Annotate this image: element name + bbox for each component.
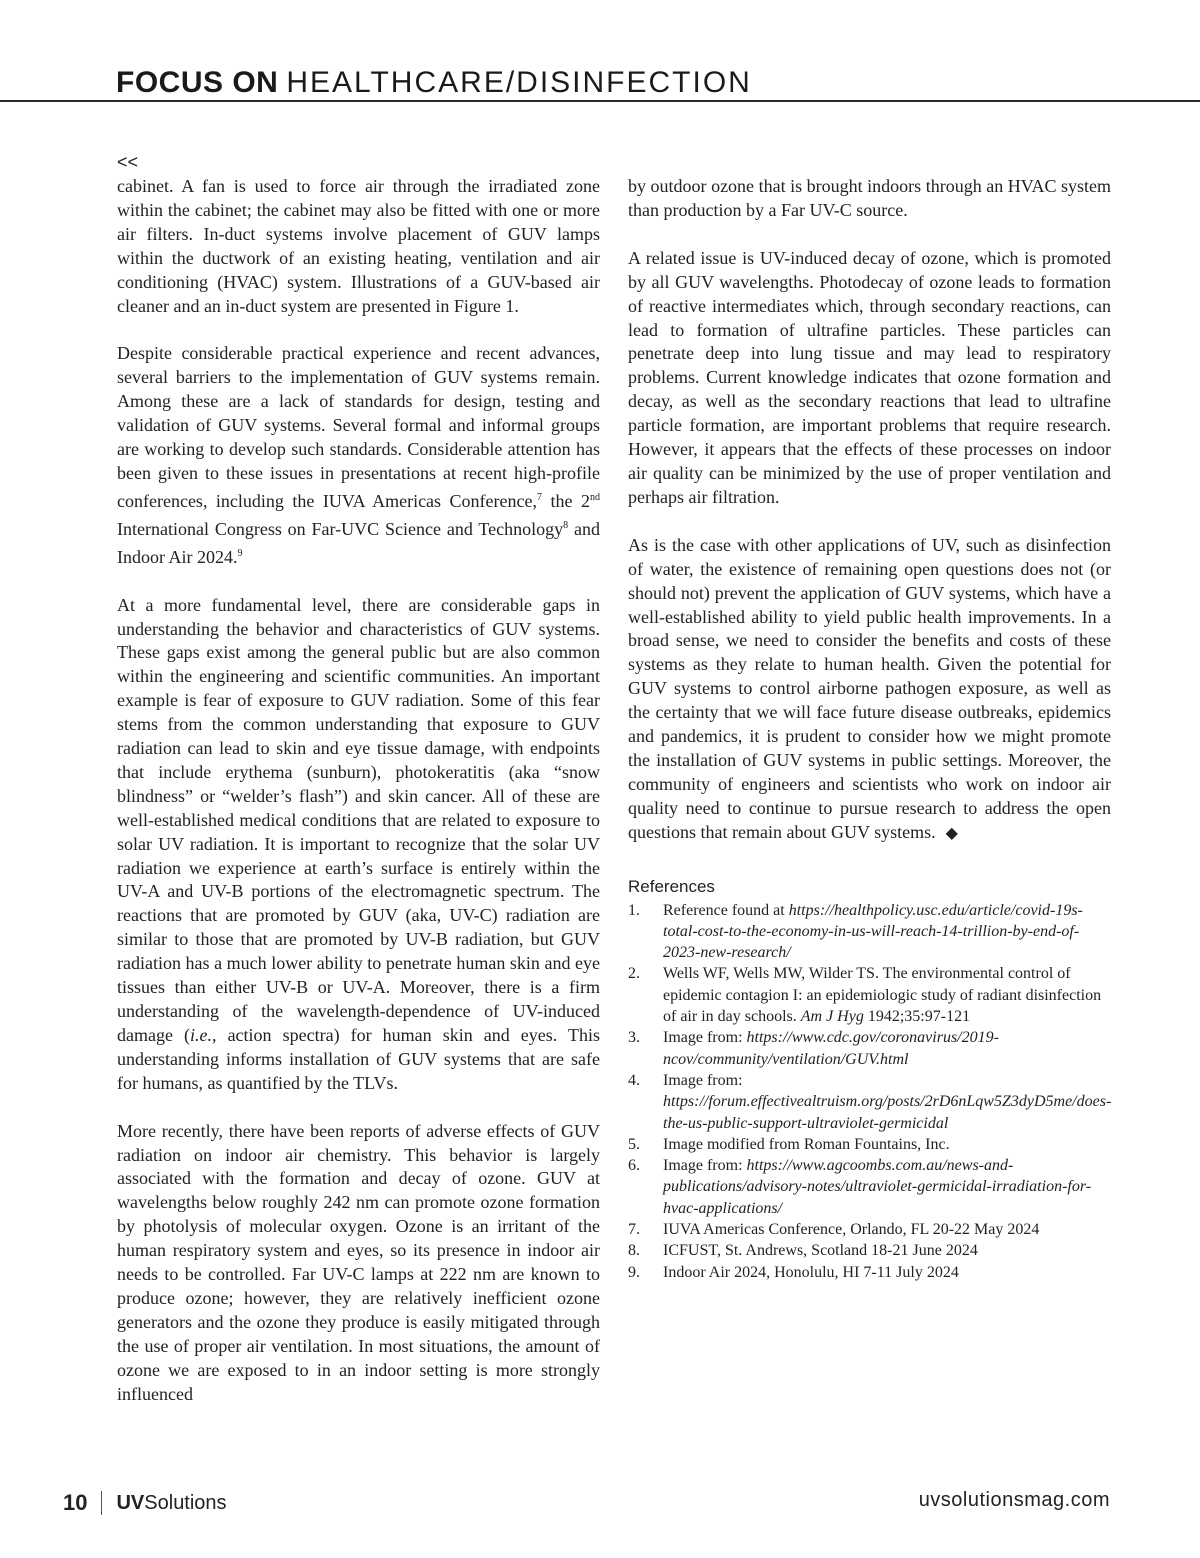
reference-number: 9.	[628, 1263, 640, 1281]
reference-item	[628, 1219, 1111, 1240]
references-heading: References	[628, 876, 715, 896]
reference-text: IUVA Americas Conference, Orlando, FL 20-22 May 2024	[663, 1221, 1040, 1239]
reference-text: Reference found at	[663, 901, 789, 919]
paragraph: by outdoor ozone that is brought indoors through an HVAC system than production by a Far UV-C source.	[628, 176, 1111, 220]
footer-left	[63, 1488, 227, 1518]
reference-item	[628, 1262, 1111, 1283]
reference-text: Image modified from Roman Fountains, Inc.	[663, 1135, 950, 1153]
paragraph: A related issue is UV-induced decay of ozone, which is promoted by all GUV wavelengths. Photodecay of ozone leads to formation of reactive intermediates which, through secondary reactions, can lead to formation of ultrafine particles. These particles can penetrate deep into lung tissue and may lead to respiratory problems. Current knowledge indicates that ozone formation and decay, as well as the secondary reactions that lead to ultrafine particle formation, are important problems that require research. However, it appears that the effects of these processes on indoor air quality can be minimized by the use of proper ventilation and perhaps air filtration.	[628, 247, 1111, 507]
reference-item	[628, 1070, 1111, 1134]
citation-8: 8	[563, 519, 569, 531]
reference-text: ICFUST, St. Andrews, Scotland 18-21 June 2024	[663, 1242, 978, 1260]
reference-number: 6.	[628, 1157, 640, 1175]
reference-number: 1.	[628, 901, 640, 919]
reference-text: Image from:	[663, 1029, 747, 1047]
paragraph: More recently, there have been reports of adverse effects of GUV radiation on indoor air chemistry. This behavior is largely associated with the formation and decay of ozone. GUV at wavelengths below roughly 242 nm can promote ozone formation by photolysis of molecular oxygen. Ozone is an irritant of the human respiratory system and eyes, so its presence in indoor air needs to be controlled. Far UV-C lamps at 222 nm are known to produce ozone; however, they are relatively inefficient ozone generators and the ozone they produce is easily mitigated through the use of proper air ventilation. In most situations, the amount of ozone we are exposed to in an indoor setting is more strongly influenced	[117, 1120, 600, 1404]
reference-link[interactable]: https://healthpolicy.usc.edu/article/covid-19s-total-cost-to-the-economy-in-us-will-reach-14-trillion-by-end-of-2023-new-research/	[663, 901, 1083, 962]
paragraph: As is the case with other applications of UV, such as disinfection of water, the existence of remaining open questions does not (or should not) prevent the application of GUV systems, which have a well-established ability to yield public health improvements. In a broad sense, we need to consider the benefits and costs of these systems as they relate to human health. Given the potential for GUV systems to control airborne pathogen exposure, as well as the certainty that we will face future disease outbreaks, epidemics and pandemics, it is prudent to consider how we might promote the installation of GUV systems in public settings. Moreover, the community of engineers and scientists who work on indoor air quality need to continue to pursue research to address the open questions that remain about GUV systems. ◆	[628, 534, 1111, 846]
paragraph: Despite considerable practical experience and recent advances, several barriers to the implementation of GUV systems remain. Among these are a lack of standards for design, testing and validation of GUV systems. Several formal and informal groups are working to develop such standards. Considerable attention has been given to these issues in presentations at recent high-profile conferences, including the IUVA Americas Conference,$^7$ the 2nd International Congress on Far-UVC Science and Technology$^8$ and Indoor Air 2024.$^9$	[117, 343, 600, 567]
reference-text: Image from:	[663, 1157, 747, 1175]
section-title	[116, 66, 752, 100]
paragraph: cabinet. A fan is used to force air through the irradiated zone within the cabinet; the cabinet may also be fitted with one or more air filters. In-duct systems involve placement of GUV lamps within the ductwork of an existing heating, ventilation and air conditioning (HVAC) system. Illustrations of a GUV-based air cleaner and an in-duct system are presented in Figure 1.	[117, 176, 600, 316]
reference-number: 3.	[628, 1029, 640, 1047]
reference-item	[628, 1134, 1111, 1155]
reference-link[interactable]: https://www.agcoombs.com.au/news-and-publications/advisory-notes/ultraviolet-germicidal-irradiation-for-hvac-applications/	[663, 1157, 1092, 1217]
continued-marker: <<	[117, 152, 139, 172]
website-link[interactable]: uvsolutionsmag.com	[918, 1489, 1110, 1511]
reference-number: 5.	[628, 1135, 640, 1153]
page-header	[0, 62, 1200, 102]
focus-label: FOCUS ON	[116, 66, 279, 99]
reference-link[interactable]: https://www.cdc.gov/coronavirus/2019-ncov/community/ventilation/GUV.html	[663, 1029, 999, 1068]
reference-number: 2.	[628, 965, 640, 983]
reference-text: Indoor Air 2024, Honolulu, HI 7-11 July 2024	[663, 1263, 959, 1281]
reference-text: Image from:	[663, 1071, 743, 1089]
end-mark-icon: ◆	[945, 824, 958, 842]
reference-item	[628, 1240, 1111, 1261]
reference-item	[628, 900, 1111, 964]
reference-item	[628, 1155, 1111, 1219]
page-number: 10	[63, 1490, 88, 1515]
citation-9: 9	[237, 547, 243, 559]
reference-tail: 1942;35:97-121	[863, 1008, 971, 1026]
footer-divider	[101, 1491, 102, 1515]
reference-item	[628, 1027, 1111, 1070]
reference-link: Am J Hyg	[800, 1008, 864, 1026]
references-list	[628, 900, 1111, 1283]
right-column	[628, 175, 1111, 1283]
reference-number: 7.	[628, 1221, 640, 1239]
left-column	[117, 175, 600, 1407]
section-topic: HEALTHCARE/DISINFECTION	[286, 66, 752, 99]
paragraph: At a more fundamental level, there are considerable gaps in understanding the behavior and characteristics of GUV systems. These gaps exist among the general public but are also common within the engineering and scientific communities. An important example is fear of exposure to GUV radiation. Some of this fear stems from the common understanding that exposure to GUV radiation can lead to skin and eye tissue damage, with endpoints that include erythema (sunburn), photokeratitis (aka “snow blindness” or “welder’s flash”) and skin cancer. All of these are well-established medical conditions that are related to exposure to solar UV radiation. It is important to recognize that the solar UV radiation we experience at earth’s surface is entirely within the UV-A and UV-B portions of the electromagnetic spectrum. The reactions that are promoted by GUV (aka, UV-C) radiation are similar to those that are promoted by UV-B radiation, but GUV radiation has a much lower ability to penetrate human skin and eye tissues than either UV-B or UV-A. Moreover, there is a firm understanding of the wavelength-dependence of UV-induced damage (i.e., action spectra) for human skin and eyes. This understanding informs installation of GUV systems that are safe for humans, as quantified by the TLVs.	[117, 594, 600, 1093]
reference-number: 8.	[628, 1242, 640, 1260]
brand-logo: UVSolutions	[116, 1491, 227, 1514]
reference-number: 4.	[628, 1071, 640, 1089]
reference-link[interactable]: https://forum.effectivealtruism.org/posts/2rD6nLqw5Z3dyD5me/does-the-us-public-support-ultraviolet-germicidal	[663, 1093, 1112, 1132]
reference-text: Wells WF, Wells MW, Wilder TS. The environmental control of epidemic contagion I: an epidemiologic study of radiant disinfection of air in day schools.	[663, 965, 1102, 1026]
reference-item	[628, 963, 1111, 1027]
citation-7: 7	[537, 491, 543, 503]
